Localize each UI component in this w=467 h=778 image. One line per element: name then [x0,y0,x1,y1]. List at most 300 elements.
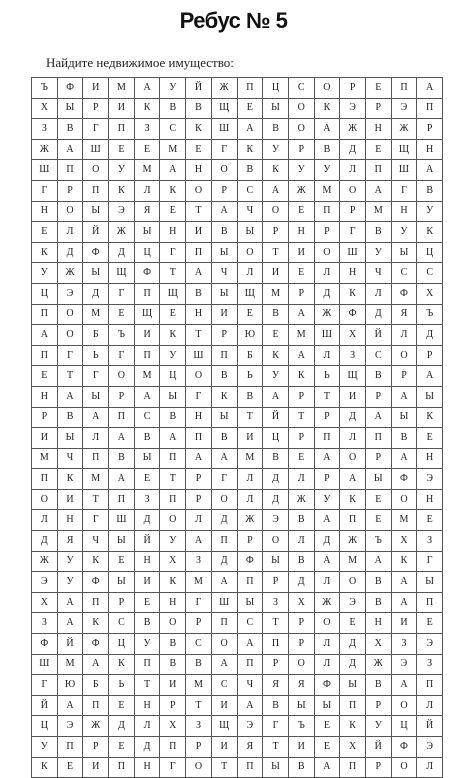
grid-cell[interactable]: Л [83,428,109,449]
grid-cell[interactable]: Е [365,510,391,531]
grid-cell[interactable]: Э [263,510,289,531]
grid-cell[interactable]: О [237,242,263,263]
grid-cell[interactable]: Ж [32,551,58,572]
grid-cell[interactable]: Ы [263,551,289,572]
grid-cell[interactable]: Р [186,613,212,634]
grid-cell[interactable]: Л [340,428,366,449]
grid-cell[interactable]: Д [211,510,237,531]
grid-cell[interactable]: Ы [211,242,237,263]
grid-cell[interactable]: Э [237,716,263,737]
grid-cell[interactable]: Р [211,180,237,201]
grid-cell[interactable]: Т [314,386,340,407]
grid-cell[interactable]: Ф [83,634,109,655]
grid-cell[interactable]: К [32,242,58,263]
grid-cell[interactable]: Ы [365,469,391,490]
grid-cell[interactable]: О [391,757,417,778]
grid-cell[interactable]: Ы [83,263,109,284]
grid-cell[interactable]: Ш [211,119,237,140]
grid-cell[interactable]: Р [263,654,289,675]
grid-cell[interactable]: В [417,180,443,201]
grid-cell[interactable]: О [263,531,289,552]
grid-cell[interactable]: А [211,572,237,593]
grid-cell[interactable]: Ю [57,675,83,696]
grid-cell[interactable]: С [109,613,135,634]
grid-cell[interactable]: Т [186,325,212,346]
grid-cell[interactable]: У [263,366,289,387]
grid-cell[interactable]: У [32,737,58,758]
grid-cell[interactable]: Ш [32,654,58,675]
grid-cell[interactable]: В [365,592,391,613]
grid-cell[interactable]: В [109,448,135,469]
grid-cell[interactable]: Х [32,592,58,613]
grid-cell[interactable]: Ъ [288,716,314,737]
grid-cell[interactable]: А [314,757,340,778]
grid-cell[interactable]: О [160,613,186,634]
grid-cell[interactable]: Й [186,78,212,99]
grid-cell[interactable]: Н [365,119,391,140]
grid-cell[interactable]: Ф [340,304,366,325]
grid-cell[interactable]: Х [32,98,58,119]
grid-cell[interactable]: Й [417,716,443,737]
grid-cell[interactable]: Р [314,469,340,490]
grid-cell[interactable]: Ы [288,695,314,716]
grid-cell[interactable]: П [134,345,160,366]
grid-cell[interactable]: О [211,634,237,655]
grid-cell[interactable]: М [83,304,109,325]
grid-cell[interactable]: Г [391,180,417,201]
grid-cell[interactable]: Ы [314,695,340,716]
grid-cell[interactable]: Я [288,675,314,696]
grid-cell[interactable]: П [83,695,109,716]
grid-cell[interactable]: А [57,592,83,613]
grid-cell[interactable]: Ы [417,386,443,407]
grid-cell[interactable]: Е [237,304,263,325]
grid-cell[interactable]: В [365,222,391,243]
grid-cell[interactable]: К [83,613,109,634]
grid-cell[interactable]: С [186,634,212,655]
grid-cell[interactable]: И [83,757,109,778]
grid-cell[interactable]: М [134,366,160,387]
grid-cell[interactable]: И [263,263,289,284]
grid-cell[interactable]: Н [417,489,443,510]
grid-cell[interactable]: К [32,757,58,778]
grid-cell[interactable]: Х [417,283,443,304]
grid-cell[interactable]: Н [288,222,314,243]
grid-cell[interactable]: Д [314,283,340,304]
grid-cell[interactable]: П [211,613,237,634]
grid-cell[interactable]: А [417,160,443,181]
grid-cell[interactable]: Е [365,78,391,99]
grid-cell[interactable]: Я [57,531,83,552]
grid-cell[interactable]: П [365,428,391,449]
grid-cell[interactable]: С [237,613,263,634]
grid-cell[interactable]: И [211,737,237,758]
grid-cell[interactable]: Г [57,345,83,366]
grid-cell[interactable]: Ы [134,222,160,243]
grid-cell[interactable]: З [32,119,58,140]
grid-cell[interactable]: Ы [391,407,417,428]
grid-cell[interactable]: П [237,78,263,99]
grid-cell[interactable]: Е [109,695,135,716]
grid-cell[interactable]: А [237,634,263,655]
grid-cell[interactable]: К [417,407,443,428]
grid-cell[interactable]: А [391,592,417,613]
grid-cell[interactable]: К [211,386,237,407]
grid-cell[interactable]: Р [237,531,263,552]
grid-cell[interactable]: Ы [340,675,366,696]
grid-cell[interactable]: О [57,201,83,222]
grid-cell[interactable]: Е [417,613,443,634]
grid-cell[interactable]: Ж [32,139,58,160]
grid-cell[interactable]: В [160,654,186,675]
grid-cell[interactable]: И [160,675,186,696]
grid-cell[interactable]: Ш [32,160,58,181]
grid-cell[interactable]: Ш [391,160,417,181]
grid-cell[interactable]: Ц [109,634,135,655]
grid-cell[interactable]: Й [365,737,391,758]
grid-cell[interactable]: К [314,98,340,119]
grid-cell[interactable]: К [109,654,135,675]
grid-cell[interactable]: З [391,634,417,655]
grid-cell[interactable]: К [134,98,160,119]
grid-cell[interactable]: С [391,263,417,284]
grid-cell[interactable]: П [417,675,443,696]
grid-cell[interactable]: М [109,78,135,99]
grid-cell[interactable]: С [211,675,237,696]
grid-cell[interactable]: Й [32,695,58,716]
grid-cell[interactable]: В [263,448,289,469]
grid-cell[interactable]: Ч [83,531,109,552]
grid-cell[interactable]: О [57,325,83,346]
grid-cell[interactable]: З [134,489,160,510]
grid-cell[interactable]: Ф [134,263,160,284]
grid-cell[interactable]: Ы [109,531,135,552]
grid-cell[interactable]: П [57,160,83,181]
grid-cell[interactable]: У [391,222,417,243]
grid-cell[interactable]: Ъ [417,304,443,325]
grid-cell[interactable]: Р [417,119,443,140]
grid-cell[interactable]: Ж [237,510,263,531]
grid-cell[interactable]: Л [134,180,160,201]
grid-cell[interactable]: Л [237,489,263,510]
grid-cell[interactable]: М [186,572,212,593]
grid-cell[interactable]: Ж [314,304,340,325]
grid-cell[interactable]: Е [263,325,289,346]
grid-cell[interactable]: Ш [186,345,212,366]
grid-cell[interactable]: П [83,592,109,613]
grid-cell[interactable]: Ж [365,654,391,675]
grid-cell[interactable]: О [391,345,417,366]
grid-cell[interactable]: Ы [391,242,417,263]
grid-cell[interactable]: Л [57,222,83,243]
grid-cell[interactable]: Э [417,469,443,490]
grid-cell[interactable]: А [109,428,135,449]
grid-cell[interactable]: Р [288,613,314,634]
grid-cell[interactable]: У [160,345,186,366]
grid-cell[interactable]: Ш [83,139,109,160]
grid-cell[interactable]: Р [417,345,443,366]
grid-cell[interactable]: П [391,78,417,99]
grid-cell[interactable]: О [186,180,212,201]
grid-cell[interactable]: И [134,325,160,346]
grid-cell[interactable]: П [211,345,237,366]
grid-cell[interactable]: Д [288,572,314,593]
grid-cell[interactable]: В [391,428,417,449]
grid-cell[interactable]: Э [391,654,417,675]
grid-cell[interactable]: Ы [263,98,289,119]
grid-cell[interactable]: Г [211,469,237,490]
grid-cell[interactable]: Э [417,737,443,758]
grid-cell[interactable]: З [134,119,160,140]
grid-cell[interactable]: Г [263,716,289,737]
grid-cell[interactable]: М [237,448,263,469]
grid-cell[interactable]: Р [186,737,212,758]
grid-cell[interactable]: Щ [340,366,366,387]
grid-cell[interactable]: О [160,510,186,531]
grid-cell[interactable]: А [365,407,391,428]
grid-cell[interactable]: У [109,160,135,181]
grid-cell[interactable]: О [211,160,237,181]
grid-cell[interactable]: О [288,654,314,675]
grid-cell[interactable]: М [314,180,340,201]
grid-cell[interactable]: Ы [237,592,263,613]
grid-cell[interactable]: В [211,428,237,449]
grid-cell[interactable]: В [365,572,391,593]
grid-cell[interactable]: Ы [211,407,237,428]
grid-cell[interactable]: В [263,304,289,325]
grid-cell[interactable]: К [417,222,443,243]
grid-cell[interactable]: Г [211,139,237,160]
grid-cell[interactable]: Е [109,139,135,160]
grid-cell[interactable]: В [288,551,314,572]
grid-cell[interactable]: Е [288,201,314,222]
grid-cell[interactable]: С [134,407,160,428]
grid-cell[interactable]: А [134,78,160,99]
grid-cell[interactable]: Е [109,304,135,325]
grid-cell[interactable]: Е [314,716,340,737]
grid-cell[interactable]: П [314,428,340,449]
grid-cell[interactable]: В [57,407,83,428]
grid-cell[interactable]: М [160,139,186,160]
grid-cell[interactable]: П [109,757,135,778]
grid-cell[interactable]: Д [211,551,237,572]
grid-cell[interactable]: В [211,222,237,243]
grid-cell[interactable]: Ь [237,366,263,387]
grid-cell[interactable]: А [417,366,443,387]
grid-cell[interactable]: З [340,345,366,366]
grid-cell[interactable]: Н [186,160,212,181]
grid-cell[interactable]: А [365,180,391,201]
grid-cell[interactable]: П [186,242,212,263]
grid-cell[interactable]: Ы [134,448,160,469]
grid-cell[interactable]: Ц [32,716,58,737]
grid-cell[interactable]: Р [391,366,417,387]
grid-cell[interactable]: П [83,180,109,201]
grid-cell[interactable]: П [160,448,186,469]
grid-cell[interactable]: Ж [288,489,314,510]
grid-cell[interactable]: Щ [109,263,135,284]
grid-cell[interactable]: У [314,489,340,510]
grid-cell[interactable]: П [314,201,340,222]
grid-cell[interactable]: Г [83,366,109,387]
grid-cell[interactable]: Е [186,139,212,160]
grid-cell[interactable]: Ц [32,283,58,304]
grid-cell[interactable]: Б [83,675,109,696]
grid-cell[interactable]: А [314,448,340,469]
grid-cell[interactable]: П [417,592,443,613]
grid-cell[interactable]: А [211,654,237,675]
grid-cell[interactable]: Х [160,716,186,737]
grid-cell[interactable]: А [391,386,417,407]
grid-cell[interactable]: Ж [340,119,366,140]
grid-cell[interactable]: Е [340,613,366,634]
grid-cell[interactable]: Ж [83,716,109,737]
grid-cell[interactable]: Л [417,695,443,716]
grid-cell[interactable]: А [57,386,83,407]
grid-cell[interactable]: Е [134,139,160,160]
grid-cell[interactable]: А [340,469,366,490]
grid-cell[interactable]: К [391,551,417,572]
grid-cell[interactable]: М [391,510,417,531]
grid-cell[interactable]: Р [365,386,391,407]
grid-cell[interactable]: К [237,139,263,160]
grid-cell[interactable]: Д [32,531,58,552]
grid-cell[interactable]: К [160,180,186,201]
grid-cell[interactable]: Г [32,180,58,201]
grid-cell[interactable]: Д [417,325,443,346]
grid-cell[interactable]: Э [340,98,366,119]
grid-cell[interactable]: Н [365,613,391,634]
grid-cell[interactable]: Г [186,592,212,613]
grid-cell[interactable]: Л [314,654,340,675]
grid-cell[interactable]: А [211,448,237,469]
grid-cell[interactable]: П [237,654,263,675]
grid-cell[interactable]: В [160,98,186,119]
grid-cell[interactable]: И [288,737,314,758]
grid-cell[interactable]: Э [57,716,83,737]
grid-cell[interactable]: Т [134,675,160,696]
grid-cell[interactable]: Е [417,428,443,449]
grid-cell[interactable]: Д [340,654,366,675]
grid-cell[interactable]: Э [57,283,83,304]
grid-cell[interactable]: Т [288,407,314,428]
grid-cell[interactable]: Ч [365,263,391,284]
grid-cell[interactable]: Щ [391,139,417,160]
grid-cell[interactable]: К [340,489,366,510]
grid-cell[interactable]: Н [134,551,160,572]
grid-cell[interactable]: Н [417,448,443,469]
grid-cell[interactable]: А [134,386,160,407]
grid-cell[interactable]: З [32,613,58,634]
grid-cell[interactable]: П [32,469,58,490]
grid-cell[interactable]: Й [365,325,391,346]
grid-cell[interactable]: Е [32,222,58,243]
grid-cell[interactable]: П [57,737,83,758]
grid-cell[interactable]: Р [314,407,340,428]
grid-cell[interactable]: Л [186,510,212,531]
grid-cell[interactable]: М [288,325,314,346]
grid-cell[interactable]: Р [83,98,109,119]
grid-cell[interactable]: В [365,675,391,696]
grid-cell[interactable]: К [340,283,366,304]
grid-cell[interactable]: В [263,695,289,716]
grid-cell[interactable]: В [211,366,237,387]
grid-cell[interactable]: У [160,531,186,552]
grid-cell[interactable]: Т [263,242,289,263]
grid-cell[interactable]: Ц [263,78,289,99]
grid-cell[interactable]: А [160,428,186,449]
grid-cell[interactable]: В [57,119,83,140]
grid-cell[interactable]: П [32,345,58,366]
grid-cell[interactable]: В [288,757,314,778]
grid-cell[interactable]: Е [288,263,314,284]
grid-cell[interactable]: И [288,242,314,263]
grid-cell[interactable]: Э [417,634,443,655]
grid-cell[interactable]: Р [211,325,237,346]
grid-cell[interactable]: Р [186,469,212,490]
grid-cell[interactable]: П [109,407,135,428]
grid-cell[interactable]: Д [83,283,109,304]
grid-cell[interactable]: Т [237,407,263,428]
grid-cell[interactable]: Л [288,531,314,552]
grid-cell[interactable]: И [57,489,83,510]
grid-cell[interactable]: Щ [160,283,186,304]
grid-cell[interactable]: О [109,366,135,387]
grid-cell[interactable]: Ц [263,428,289,449]
grid-cell[interactable]: Ц [134,242,160,263]
grid-cell[interactable]: Я [134,201,160,222]
grid-cell[interactable]: Н [160,592,186,613]
grid-cell[interactable]: Д [365,304,391,325]
grid-cell[interactable]: Ч [237,201,263,222]
grid-cell[interactable]: П [417,98,443,119]
grid-cell[interactable]: Е [134,592,160,613]
grid-cell[interactable]: Н [57,510,83,531]
grid-cell[interactable]: Р [83,737,109,758]
grid-cell[interactable]: Р [365,448,391,469]
grid-cell[interactable]: С [365,345,391,366]
grid-cell[interactable]: З [417,654,443,675]
grid-cell[interactable]: О [391,489,417,510]
grid-cell[interactable]: И [391,613,417,634]
grid-cell[interactable]: М [340,551,366,572]
grid-cell[interactable]: Ж [57,263,83,284]
grid-cell[interactable]: В [288,510,314,531]
grid-cell[interactable]: М [263,283,289,304]
grid-cell[interactable]: П [134,283,160,304]
grid-cell[interactable]: А [391,675,417,696]
grid-cell[interactable]: Р [109,592,135,613]
grid-cell[interactable]: Н [32,386,58,407]
grid-cell[interactable]: Д [340,139,366,160]
grid-cell[interactable]: Л [314,345,340,366]
grid-cell[interactable]: У [288,160,314,181]
grid-cell[interactable]: Л [237,469,263,490]
grid-cell[interactable]: Е [288,448,314,469]
grid-cell[interactable]: Г [340,222,366,243]
grid-cell[interactable]: А [391,448,417,469]
grid-cell[interactable]: Р [365,695,391,716]
grid-cell[interactable]: И [134,572,160,593]
grid-cell[interactable]: А [57,139,83,160]
grid-cell[interactable]: М [83,469,109,490]
grid-cell[interactable]: О [288,119,314,140]
grid-cell[interactable]: З [186,716,212,737]
grid-cell[interactable]: Р [288,283,314,304]
grid-cell[interactable]: К [340,716,366,737]
grid-cell[interactable]: Ф [391,469,417,490]
grid-cell[interactable]: Е [57,757,83,778]
